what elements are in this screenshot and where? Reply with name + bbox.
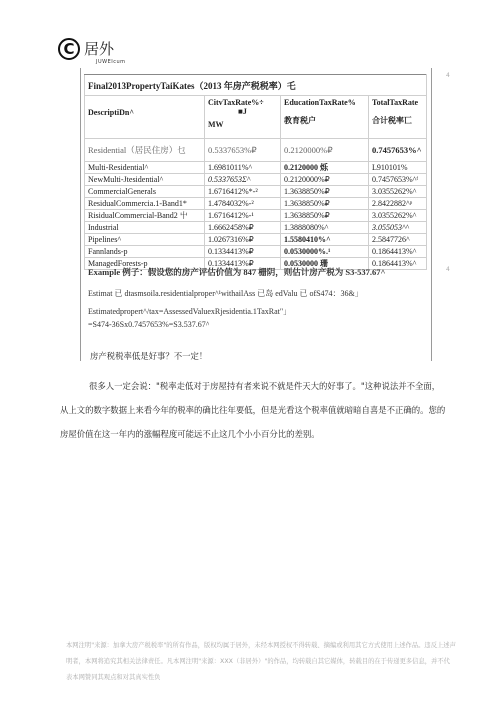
body-paragraph: 很多人一定会说："税率走低对于房屋持有者来说不就是件天大的好事了。"这种说法并不全面，从上文的数字数据上来看今年的税率的确比往年要低，但是光看这个税率值就暗暗自喜是不正确的。您的房屋价值在这一年内的涨幅程度可能远不止这几个小小百分比的差别。 [60, 381, 446, 439]
header-total-tax-rate: TotalTaxRate 合计税率匸 [369, 96, 427, 139]
table-header-row [85, 96, 427, 139]
table-row [85, 234, 427, 246]
example-line: Example 例子：假设您的房产评估价值为 847 栅阴，则估计房产税为 S3-537.67^ [88, 267, 386, 277]
row-name: Residential（居民住房）乜 [85, 139, 205, 162]
education-rate: 1.3638850%₽ [281, 198, 369, 210]
education-rate: 1.3638850%₽ [281, 186, 369, 198]
education-rate: 1.5580410%^ [281, 234, 369, 246]
total-rate: L910101% [369, 162, 427, 174]
table-row [85, 174, 427, 186]
city-rate: 1.4784032%-² [205, 198, 281, 210]
city-rate: 0.5337653Σ^ [205, 174, 281, 186]
city-rate: 1.6981011%^ [205, 162, 281, 174]
city-rate: 0.1334413%₽ [205, 258, 281, 270]
row-name: CommercialGenerals [85, 186, 205, 198]
table-row [85, 198, 427, 210]
city-rate: 1.6716412%*-² [205, 186, 281, 198]
table-title: Final2013PropertyTaiKates（2013 年房产税税率）乇 [85, 75, 427, 96]
row-name: RisidualCommercial-Band2 屮 [85, 210, 205, 222]
row-name: Fannlands-p [85, 246, 205, 258]
education-rate: 0.2120000%₽ [281, 174, 369, 186]
table-row [85, 222, 427, 234]
total-rate: 0.7457653%^ [369, 139, 427, 162]
education-rate: 0.0530000 珊 [281, 258, 369, 270]
city-rate: 1.0267316%₽ [205, 234, 281, 246]
example-line: Estimat 已 dtasmsoila.residentialproper^¹withailAss 已岛 edValu 已 ofS474：36&」 [88, 289, 363, 298]
header-description: DescriptiDn^ [85, 96, 205, 139]
row-name: NewMulti-Jtesidential^ [85, 174, 205, 186]
page-number: 4 [446, 266, 450, 273]
row-name: ResidualCommercia.1-Band1* [85, 198, 205, 210]
header-education-tax-rate: EducationTaxRate% 教育税户 [281, 96, 369, 139]
row-name: ManagedForests-p [85, 258, 205, 270]
city-rate: 0.1334413%₽ [205, 246, 281, 258]
total-rate: 3.055053^^ [369, 222, 427, 234]
copyright-footer: 本网注明"来源：加拿大房产税税率"的所有作品，版权均属于居外，未经本网授权不得转载、摘编或利用其它方式使用上述作品。违反上述声明者，本网将追究其相关法律责任。凡本网注明"来源：XXX（非居外）"的作品，均转载自其它媒体，转载目的在于传递更多信息，并不代表本网赞同其观点和对其真实性负 [66, 642, 456, 681]
total-rate: 2.8422882^ᵖ [369, 198, 427, 210]
education-rate: 0.2120000%₽ [281, 139, 369, 162]
table-row [85, 210, 427, 222]
copyright-logo-icon: C [58, 38, 80, 60]
education-rate: 1.3888080%^ [281, 222, 369, 234]
row-name: Multi-Residential^ [85, 162, 205, 174]
page-number: 4 [446, 72, 450, 79]
row-name: Pipelines^ [85, 234, 205, 246]
table-row [85, 139, 427, 162]
total-rate: 0.1864413%^ [369, 246, 427, 258]
row-name: Industrial [85, 222, 205, 234]
section-heading: 房产税税率低是好事？不一定！ [90, 351, 208, 361]
header-city-tax-rate: CitvTaxRate%÷ ■J MW [205, 96, 281, 139]
total-rate: 0.7457653%^ᶠ [369, 174, 427, 186]
table-row [85, 186, 427, 198]
city-rate: 1.6716412%-¹ [205, 210, 281, 222]
tax-rate-table [84, 74, 427, 270]
education-rate: 0.0530000%.¹ [281, 246, 369, 258]
example-line: =S474-36Sx0.7457653%=S3.537.67^ [88, 320, 210, 328]
total-rate: 3.0355262%^ [369, 210, 427, 222]
total-rate: 0.1864413%^ [369, 258, 427, 270]
total-rate: 2.5847726^ [369, 234, 427, 246]
logo-name: 居外 [84, 40, 115, 58]
city-rate: 1.6662458%₽ [205, 222, 281, 234]
table-row [85, 246, 427, 258]
city-rate: 0.5337653%₽ [205, 139, 281, 162]
total-rate: 3.0355262%^ [369, 186, 427, 198]
example-line: Estimatedpropert^/tax=AssessedValuexRjesidentia.1TaxRat"」 [88, 307, 292, 316]
education-rate: 0.2120000 烁 [281, 162, 369, 174]
table-title-row [85, 75, 427, 96]
logo-subtitle: JUWEIcum [96, 59, 126, 65]
table-row [85, 162, 427, 174]
education-rate: 1.3638850%₽ [281, 210, 369, 222]
